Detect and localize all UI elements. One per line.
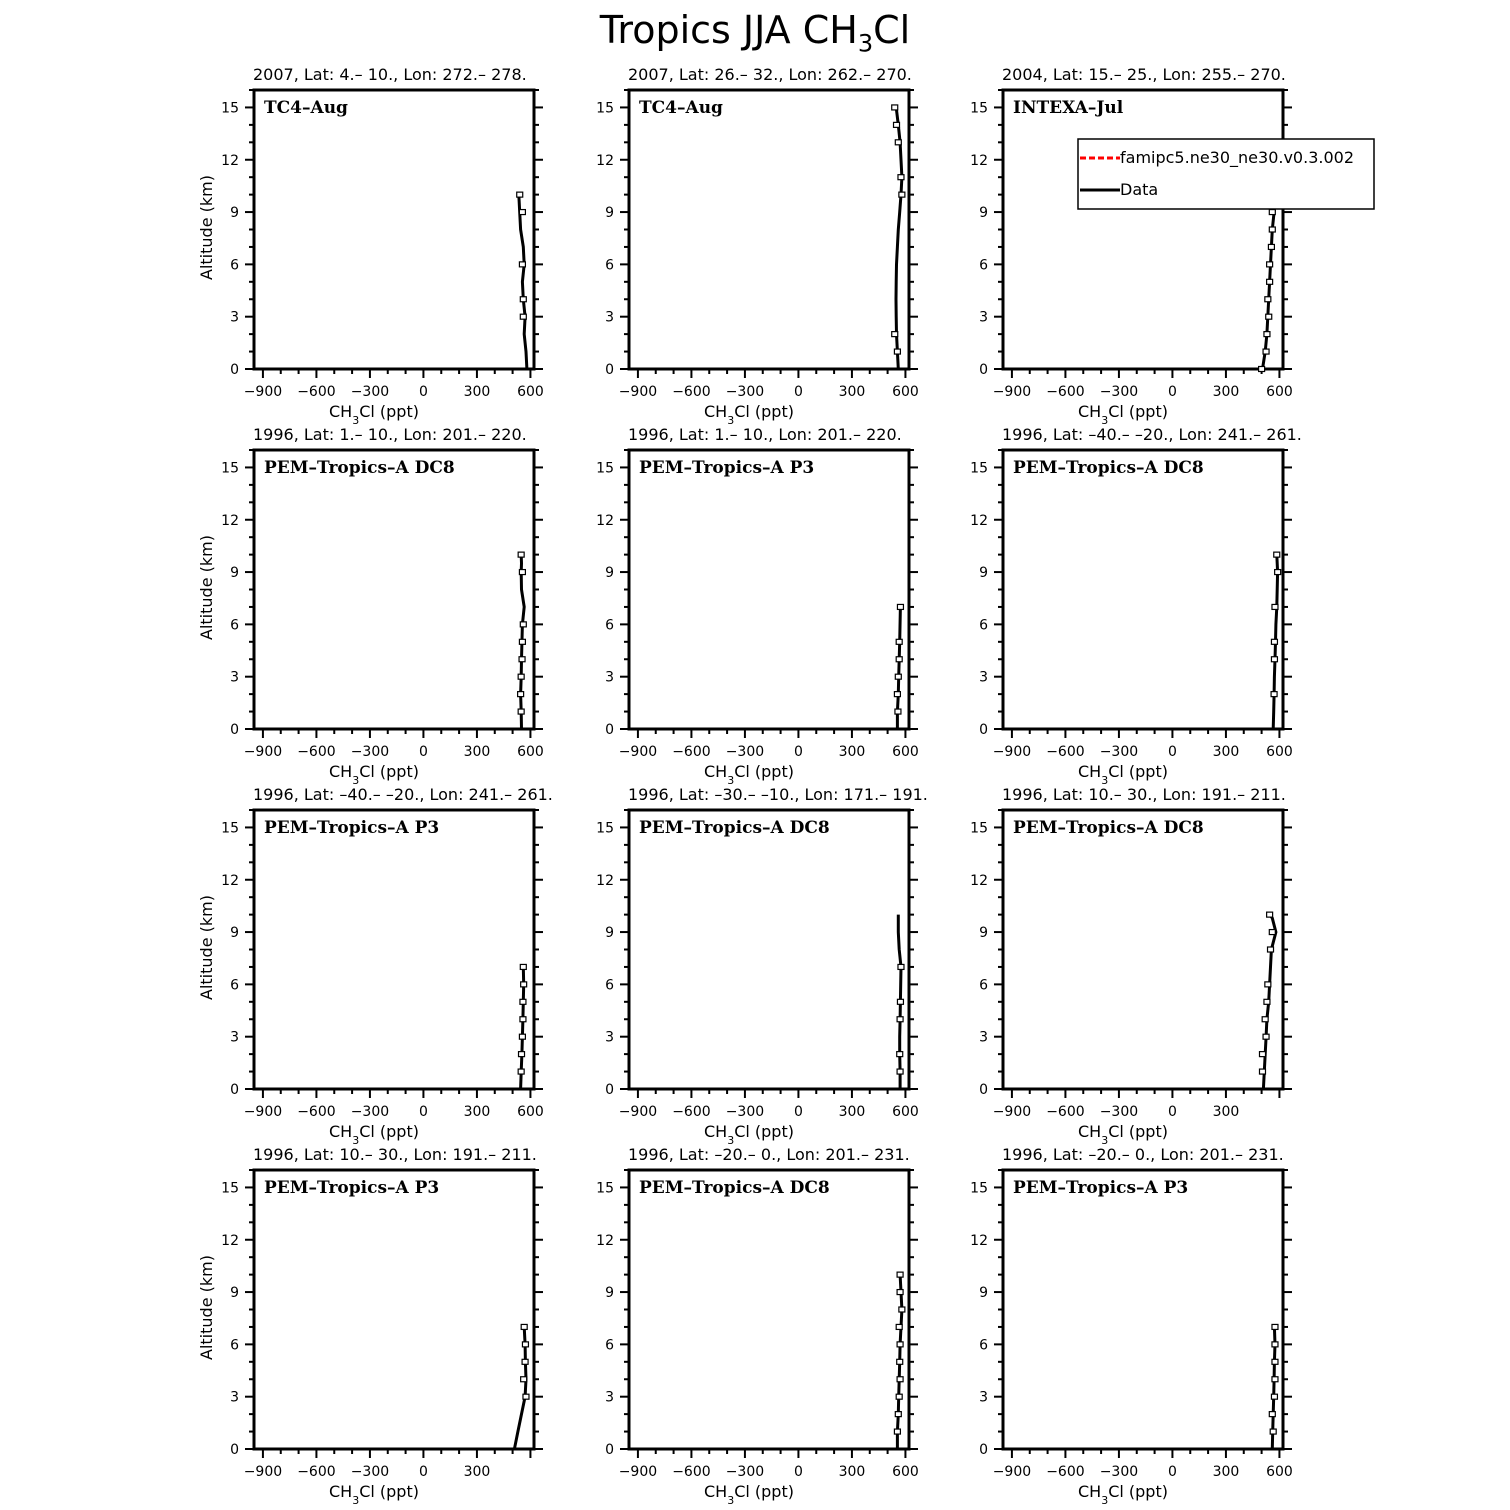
chart-panel-6: [970, 425, 1302, 787]
y-tick-label: 6: [979, 617, 988, 634]
data-marker: [896, 657, 902, 662]
x-tick-label: 600: [517, 384, 544, 400]
chart-panel-3: [970, 65, 1293, 427]
x-tick-label: −600: [1046, 1104, 1085, 1120]
x-tick-label: −300: [350, 744, 390, 760]
data-marker: [521, 1377, 527, 1382]
data-marker: [519, 262, 525, 267]
data-marker: [522, 1359, 528, 1364]
x-tick-label: 600: [1266, 744, 1293, 760]
y-tick-label: 3: [605, 1029, 614, 1046]
x-tick-label: 0: [793, 744, 803, 760]
data-marker: [519, 1052, 525, 1057]
data-profile-line: [896, 107, 902, 369]
x-tick-label: −900: [992, 744, 1032, 760]
plot-frame: [629, 1170, 909, 1449]
y-tick-label: 3: [605, 1389, 614, 1406]
data-marker: [518, 1069, 524, 1074]
panel-title: 1996, Lat: 10.– 30., Lon: 191.– 211.: [253, 1145, 537, 1164]
x-tick-label: 300: [1212, 744, 1240, 760]
y-tick-label: 9: [979, 205, 988, 222]
x-tick-label: 600: [1266, 1464, 1293, 1480]
y-tick-label: 6: [230, 1337, 239, 1354]
x-tick-label: 0: [793, 1464, 803, 1480]
y-tick-label: 0: [230, 362, 239, 378]
data-marker: [1264, 999, 1270, 1004]
x-tick-label: 600: [517, 744, 544, 760]
y-tick-label: 0: [230, 1442, 239, 1458]
data-marker: [897, 1052, 903, 1057]
y-axis-label: Altitude (km): [197, 895, 216, 1000]
y-tick-label: 6: [230, 617, 239, 634]
y-axis-label: Altitude (km): [197, 535, 216, 640]
y-tick-label: 15: [221, 1180, 239, 1197]
data-marker: [897, 1069, 903, 1074]
x-tick-label: 0: [1167, 1464, 1177, 1480]
y-tick-label: 12: [596, 512, 614, 529]
panel-title: 1996, Lat: –30.– –10., Lon: 171.– 191.: [628, 785, 928, 804]
data-marker: [1268, 947, 1274, 952]
y-tick-label: 9: [979, 925, 988, 942]
x-tick-label: 300: [838, 1104, 866, 1120]
x-axis-label: $CH_3Cl$ (ppt): [1078, 762, 1168, 787]
x-tick-label: 600: [892, 1464, 919, 1480]
panel-title: 2004, Lat: 15.– 25., Lon: 255.– 270.: [1002, 65, 1286, 84]
data-marker: [517, 192, 523, 197]
y-tick-label: 3: [230, 309, 239, 326]
y-tick-label: 6: [230, 977, 239, 994]
data-marker: [522, 1342, 528, 1347]
x-axis-label: $CH_3Cl$ (ppt): [1078, 1482, 1168, 1507]
y-tick-label: 6: [979, 1337, 988, 1354]
campaign-label: PEM–Tropics–A P3: [639, 458, 815, 478]
y-tick-label: 15: [596, 1180, 614, 1197]
y-tick-label: 9: [230, 925, 239, 942]
data-marker: [518, 692, 524, 697]
y-tick-label: 3: [979, 669, 988, 686]
data-marker: [1259, 367, 1265, 372]
x-tick-label: −600: [297, 384, 336, 400]
plot-frame: [254, 450, 534, 729]
data-marker: [897, 1290, 903, 1295]
x-tick-label: −300: [725, 744, 765, 760]
x-tick-label: −900: [618, 1464, 658, 1480]
legend: [1078, 139, 1374, 209]
data-marker: [1266, 314, 1272, 319]
x-tick-label: −300: [350, 1104, 390, 1120]
x-tick-label: 600: [517, 1104, 544, 1120]
campaign-label: PEM–Tropics–A DC8: [639, 818, 830, 838]
y-tick-label: 9: [979, 1285, 988, 1302]
x-tick-label: −900: [243, 1104, 283, 1120]
x-tick-label: −900: [618, 384, 658, 400]
y-tick-label: 15: [970, 100, 988, 117]
data-marker: [520, 622, 526, 627]
y-tick-label: 3: [979, 309, 988, 326]
data-marker: [1272, 1377, 1278, 1382]
data-marker: [521, 1324, 527, 1329]
data-marker: [897, 999, 903, 1004]
data-marker: [895, 674, 901, 679]
y-tick-label: 12: [221, 152, 239, 169]
chart-panel-1: [197, 65, 544, 427]
data-marker: [1269, 1412, 1275, 1417]
data-marker: [1272, 604, 1278, 609]
data-marker: [519, 639, 525, 644]
x-tick-label: 0: [1167, 744, 1177, 760]
x-tick-label: 0: [418, 744, 428, 760]
y-tick-label: 3: [230, 669, 239, 686]
x-axis-label: $CH_3Cl$ (ppt): [704, 1482, 794, 1507]
campaign-label: PEM–Tropics–A DC8: [264, 458, 455, 478]
campaign-label: TC4–Aug: [264, 98, 348, 118]
x-tick-label: 0: [418, 384, 428, 400]
x-tick-label: −900: [992, 384, 1032, 400]
y-tick-label: 0: [979, 362, 988, 378]
x-tick-label: −900: [243, 384, 283, 400]
chart-panel-9: [970, 785, 1292, 1147]
y-tick-label: 9: [230, 1285, 239, 1302]
data-marker: [894, 1429, 900, 1434]
y-tick-label: 0: [605, 722, 614, 738]
x-tick-label: −300: [1099, 384, 1139, 400]
x-tick-label: −300: [350, 1464, 390, 1480]
campaign-label: INTEXA–Jul: [1013, 98, 1124, 118]
x-tick-label: −900: [618, 744, 658, 760]
y-tick-label: 12: [221, 1232, 239, 1249]
chart-panel-8: [596, 785, 928, 1147]
x-tick-label: −600: [672, 384, 711, 400]
x-axis-label: $CH_3Cl$ (ppt): [329, 402, 419, 427]
data-marker: [1269, 227, 1275, 232]
plot-frame: [629, 450, 909, 729]
y-tick-label: 9: [230, 565, 239, 582]
x-tick-label: 300: [1212, 1104, 1240, 1120]
campaign-label: PEM–Tropics–A P3: [1013, 1178, 1189, 1198]
plot-frame: [1003, 810, 1283, 1089]
data-marker: [892, 105, 898, 110]
data-marker: [1268, 244, 1274, 249]
data-marker: [894, 349, 900, 354]
y-tick-label: 9: [979, 565, 988, 582]
x-tick-label: −600: [1046, 384, 1085, 400]
x-tick-label: −600: [297, 1464, 336, 1480]
data-marker: [1275, 570, 1281, 575]
plot-frame: [254, 810, 534, 1089]
data-marker: [1263, 349, 1269, 354]
y-tick-label: 15: [221, 820, 239, 837]
data-marker: [1272, 1324, 1278, 1329]
y-tick-label: 12: [596, 152, 614, 169]
data-marker: [519, 210, 525, 215]
x-tick-label: −600: [672, 744, 711, 760]
data-marker: [896, 1394, 902, 1399]
y-tick-label: 9: [605, 1285, 614, 1302]
y-axis-label: Altitude (km): [197, 175, 216, 280]
data-marker: [1272, 1359, 1278, 1364]
y-tick-label: 0: [230, 722, 239, 738]
x-tick-label: −900: [243, 744, 283, 760]
data-marker: [518, 674, 524, 679]
x-axis-label: $CH_3Cl$ (ppt): [704, 402, 794, 427]
y-tick-label: 15: [596, 460, 614, 477]
x-tick-label: 0: [793, 1104, 803, 1120]
legend-label: famipc5.ne30_ne30.v0.3.002: [1120, 148, 1354, 167]
x-axis-label: $CH_3Cl$ (ppt): [704, 762, 794, 787]
y-tick-label: 3: [979, 1389, 988, 1406]
x-axis-label: $CH_3Cl$ (ppt): [329, 1122, 419, 1147]
chart-panel-4: [197, 425, 544, 787]
y-tick-label: 12: [596, 1232, 614, 1249]
x-tick-label: 0: [793, 384, 803, 400]
y-tick-label: 9: [605, 925, 614, 942]
data-marker: [897, 1017, 903, 1022]
data-profile-line: [519, 195, 527, 369]
data-marker: [1267, 279, 1273, 284]
x-tick-label: 300: [1212, 1464, 1240, 1480]
x-tick-label: 600: [892, 1104, 919, 1120]
x-axis-label: $CH_3Cl$ (ppt): [329, 1482, 419, 1507]
panel-title: 1996, Lat: 10.– 30., Lon: 191.– 211.: [1002, 785, 1286, 804]
data-marker: [898, 964, 904, 969]
data-marker: [1264, 332, 1270, 337]
x-tick-label: 0: [1167, 1104, 1177, 1120]
data-marker: [1265, 982, 1271, 987]
x-tick-label: −600: [1046, 744, 1085, 760]
data-marker: [1265, 297, 1271, 302]
x-axis-label: $CH_3Cl$ (ppt): [1078, 1122, 1168, 1147]
x-tick-label: 600: [1266, 384, 1293, 400]
chart-panel-12: [970, 1145, 1293, 1507]
x-tick-label: 0: [418, 1464, 428, 1480]
y-tick-label: 0: [605, 362, 614, 378]
data-marker: [521, 982, 527, 987]
data-marker: [897, 1359, 903, 1364]
panel-title: 1996, Lat: –40.– –20., Lon: 241.– 261.: [1002, 425, 1302, 444]
y-tick-label: 3: [230, 1389, 239, 1406]
y-tick-label: 15: [970, 1180, 988, 1197]
data-marker: [518, 552, 524, 557]
y-axis-label: Altitude (km): [197, 1255, 216, 1360]
y-tick-label: 0: [979, 722, 988, 738]
data-marker: [1271, 692, 1277, 697]
data-marker: [899, 1307, 905, 1312]
x-tick-label: 0: [418, 1104, 428, 1120]
y-tick-label: 12: [596, 872, 614, 889]
x-tick-label: 300: [1212, 384, 1240, 400]
data-marker: [1272, 1342, 1278, 1347]
y-tick-label: 6: [605, 1337, 614, 1354]
x-axis-label: $CH_3Cl$ (ppt): [1078, 402, 1168, 427]
x-tick-label: 600: [892, 384, 919, 400]
chart-panel-7: [197, 785, 553, 1147]
data-marker: [519, 570, 525, 575]
panel-title: 1996, Lat: –20.– 0., Lon: 201.– 231.: [1002, 1145, 1284, 1164]
data-marker: [892, 332, 898, 337]
x-tick-label: 300: [463, 1464, 491, 1480]
y-tick-label: 12: [970, 1232, 988, 1249]
y-tick-label: 0: [605, 1442, 614, 1458]
x-tick-label: −300: [725, 384, 765, 400]
data-marker: [518, 709, 524, 714]
x-tick-label: 300: [838, 1464, 866, 1480]
x-tick-label: 300: [463, 384, 491, 400]
data-marker: [1274, 552, 1280, 557]
plot-frame: [1003, 450, 1283, 729]
x-tick-label: −600: [672, 1464, 711, 1480]
y-tick-label: 6: [605, 257, 614, 274]
x-tick-label: 300: [463, 744, 491, 760]
data-marker: [899, 192, 905, 197]
panel-title: 1996, Lat: –20.– 0., Lon: 201.– 231.: [628, 1145, 910, 1164]
x-tick-label: −600: [1046, 1464, 1085, 1480]
data-marker: [1271, 657, 1277, 662]
y-tick-label: 3: [605, 309, 614, 326]
plot-frame: [254, 1170, 534, 1449]
x-tick-label: −900: [618, 1104, 658, 1120]
y-tick-label: 12: [221, 512, 239, 529]
data-marker: [897, 1342, 903, 1347]
y-tick-label: 9: [230, 205, 239, 222]
data-marker: [896, 1324, 902, 1329]
y-tick-label: 6: [979, 257, 988, 274]
y-tick-label: 15: [596, 820, 614, 837]
data-marker: [520, 297, 526, 302]
data-marker: [897, 1272, 903, 1277]
figure-title-main: Tropics JJA CH: [599, 8, 858, 52]
y-tick-label: 9: [605, 565, 614, 582]
x-tick-label: 300: [838, 744, 866, 760]
x-tick-label: −300: [350, 384, 390, 400]
panel-title: 1996, Lat: 1.– 10., Lon: 201.– 220.: [628, 425, 902, 444]
y-tick-label: 12: [221, 872, 239, 889]
figure-title-tail: Cl: [873, 8, 911, 52]
y-tick-label: 15: [221, 460, 239, 477]
x-tick-label: 300: [463, 1104, 491, 1120]
x-tick-label: −300: [725, 1464, 765, 1480]
y-tick-label: 15: [221, 100, 239, 117]
plot-frame: [254, 90, 534, 369]
data-marker: [895, 709, 901, 714]
data-marker: [520, 999, 526, 1004]
y-tick-label: 12: [970, 512, 988, 529]
x-tick-label: −600: [672, 1104, 711, 1120]
y-tick-label: 6: [605, 617, 614, 634]
data-marker: [520, 314, 526, 319]
y-tick-label: 9: [605, 205, 614, 222]
y-tick-label: 6: [230, 257, 239, 274]
x-tick-label: −300: [1099, 1464, 1139, 1480]
data-marker: [1259, 1052, 1265, 1057]
chart-panel-10: [197, 1145, 543, 1507]
x-tick-label: −900: [992, 1104, 1032, 1120]
data-marker: [1262, 1017, 1268, 1022]
x-tick-label: −300: [1099, 1104, 1139, 1120]
x-tick-label: 300: [838, 384, 866, 400]
panel-title: 1996, Lat: 1.– 10., Lon: 201.– 220.: [253, 425, 527, 444]
chart-panel-5: [596, 425, 919, 787]
x-axis-label: $CH_3Cl$ (ppt): [704, 1122, 794, 1147]
plot-frame: [1003, 90, 1283, 369]
y-tick-label: 15: [596, 100, 614, 117]
data-marker: [523, 1394, 529, 1399]
data-marker: [1270, 1429, 1276, 1434]
plot-frame: [1003, 1170, 1283, 1449]
figure-title-subscript: 3: [857, 29, 874, 58]
data-marker: [1269, 930, 1275, 935]
data-marker: [1267, 912, 1273, 917]
data-marker: [1271, 639, 1277, 644]
y-tick-label: 6: [605, 977, 614, 994]
panel-title: 2007, Lat: 26.– 32., Lon: 262.– 270.: [628, 65, 912, 84]
x-tick-label: −300: [725, 1104, 765, 1120]
data-marker: [1263, 1034, 1269, 1039]
campaign-label: TC4–Aug: [639, 98, 723, 118]
y-tick-label: 3: [230, 1029, 239, 1046]
data-marker: [894, 692, 900, 697]
data-marker: [1269, 210, 1275, 215]
y-tick-label: 12: [970, 872, 988, 889]
data-marker: [898, 175, 904, 180]
campaign-label: PEM–Tropics–A P3: [264, 1178, 440, 1198]
data-marker: [894, 122, 900, 127]
y-tick-label: 6: [979, 977, 988, 994]
data-marker: [895, 140, 901, 145]
y-tick-label: 15: [970, 820, 988, 837]
data-marker: [897, 1377, 903, 1382]
x-tick-label: −600: [297, 744, 336, 760]
y-tick-label: 3: [979, 1029, 988, 1046]
x-tick-label: −900: [992, 1464, 1032, 1480]
plot-frame: [629, 810, 909, 1089]
data-marker: [519, 1034, 525, 1039]
data-marker: [895, 1412, 901, 1417]
chart-panel-2: [596, 65, 919, 427]
y-tick-label: 0: [979, 1082, 988, 1098]
plot-frame: [629, 90, 909, 369]
campaign-label: PEM–Tropics–A P3: [264, 818, 440, 838]
x-tick-label: 0: [1167, 384, 1177, 400]
y-tick-label: 15: [970, 460, 988, 477]
legend-label: Data: [1120, 180, 1159, 199]
data-marker: [896, 639, 902, 644]
y-tick-label: 0: [979, 1442, 988, 1458]
panel-title: 2007, Lat: 4.– 10., Lon: 272.– 278.: [253, 65, 527, 84]
x-axis-label: $CH_3Cl$ (ppt): [329, 762, 419, 787]
campaign-label: PEM–Tropics–A DC8: [1013, 818, 1204, 838]
data-marker: [1259, 1069, 1265, 1074]
x-tick-label: 600: [892, 744, 919, 760]
y-tick-label: 12: [970, 152, 988, 169]
chart-panel-11: [596, 1145, 919, 1507]
x-tick-label: −300: [1099, 744, 1139, 760]
y-tick-label: 3: [605, 669, 614, 686]
campaign-label: PEM–Tropics–A DC8: [639, 1178, 830, 1198]
panel-title: 1996, Lat: –40.– –20., Lon: 241.– 261.: [253, 785, 553, 804]
x-tick-label: −900: [243, 1464, 283, 1480]
data-marker: [520, 1017, 526, 1022]
y-tick-label: 0: [605, 1082, 614, 1098]
data-marker: [519, 657, 525, 662]
campaign-label: PEM–Tropics–A DC8: [1013, 458, 1204, 478]
data-marker: [897, 604, 903, 609]
x-tick-label: −600: [297, 1104, 336, 1120]
data-marker: [1267, 262, 1273, 267]
data-marker: [1271, 1394, 1277, 1399]
y-tick-label: 0: [230, 1082, 239, 1098]
data-marker: [520, 964, 526, 969]
